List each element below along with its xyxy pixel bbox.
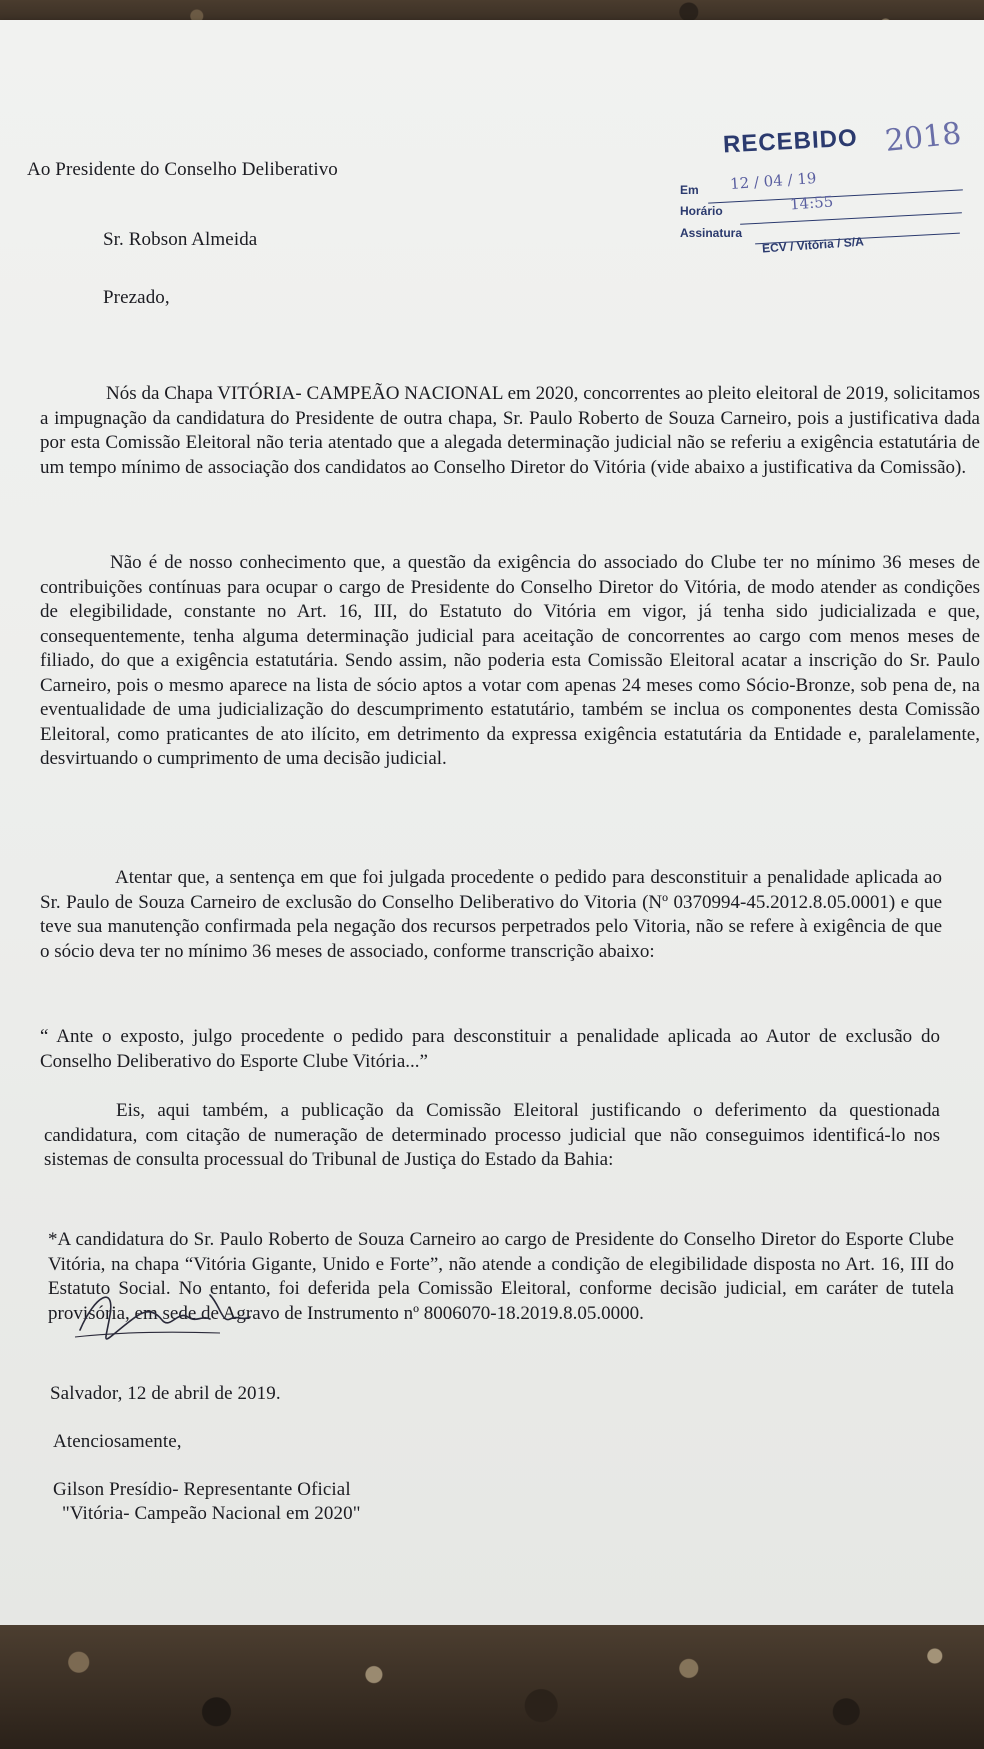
paragraph-1: Nós da Chapa VITÓRIA- CAMPEÃO NACIONAL em 2020, concorrentes ao pleito eleitoral de 2019, solicitamos a impugnação da candidatura do Presidente de outra chapa, Sr. Paulo Roberto de Souza Carneiro, pois a justificativa dada por esta Comissão Eleitoral não teria atentado que a alegada determinação judicial não se referiu a exigência estatutária de um tempo mínimo de associação dos candidatos ao Conselho Diretor do Vitória (vide abaixo a justificativa da Comissão). [40, 383, 980, 478]
stamp-footer: ECV / Vitória / S/A [761, 234, 865, 256]
signer-chapa: "Vitória- Campeão Nacional em 2020" [62, 1503, 361, 1524]
paragraph-3: Atentar que, a sentença em que foi julgada procedente o pedido para desconstituir a penalidade aplicada ao Sr. Paulo de Souza Carneiro de exclusão do Conselho Deliberativo do Vitoria (Nº 0370994-45.2012.8.05.0001) e que teve sua manutenção confirmada pela negação dos recursos perpetrados pelo Vitoria, não se refere à exigência de que o sócio deva ter no mínimo 36 meses de associado, conforme transcrição abaixo: [40, 867, 942, 962]
stamp-date-label: Em [680, 183, 699, 197]
stamp-time-value: 14:55 [789, 192, 834, 214]
handwritten-signature [70, 1275, 280, 1350]
closing: Atenciosamente, [53, 1431, 182, 1452]
stamp-time-label: Horário [680, 204, 723, 218]
stamp-time-line [740, 212, 962, 225]
received-stamp [680, 116, 970, 280]
stamp-handwritten-year: 2018 [883, 116, 963, 159]
stamp-date-value: 12 / 04 / 19 [729, 169, 817, 193]
paragraph-2: Não é de nosso conhecimento que, a questão da exigência do associado do Clube ter no mínimo 36 meses de contribuições contínuas para ocupar o cargo de Presidente do Conselho Diretor do Vitória, de modo atender as condições de elegibilidade, constante no Art. 16, III, do Estatuto do Vitória em vigor, já tenha sido judicializada e que, consequentemente, tenha alguma determinação judicial para aceitação de concorrentes ao cargo com menos meses de filiado, do que a exigência estatutária. Sendo assim, não poderia esta Comissão Eleitoral acatar a inscrição do Sr. Paulo Carneiro, pois o mesmo aparece na lista de sócio aptos a votar com apenas 24 meses como Sócio-Bronze, sob pena de, na eventualidade de uma judicialização do descumprimento estatutário, também se inclua os componentes desta Comissão Eleitoral, como praticantes de ato ilícito, em detrimento da expressa exigência estatutária da Entidade e, paralelamente, desvirtuando o cumprimento de uma decisão judicial. [40, 552, 980, 769]
paragraph-4: Eis, aqui também, a publicação da Comissão Eleitoral justificando o deferimento da questionada candidatura, com citação de numeração de determinado processo judicial que não conseguimos identificá-lo nos sistemas de consulta processual do Tribunal de Justiça do Estado da Bahia: [44, 1100, 940, 1170]
greeting: Prezado, [103, 287, 170, 308]
recipient-name: Sr. Robson Almeida [103, 229, 258, 250]
signer-name: Gilson Presídio- Representante Oficial [53, 1479, 351, 1500]
recipient-title: Ao Presidente do Conselho Deliberativo [27, 159, 338, 180]
quoted-sentence: “ Ante o exposto, julgo procedente o pedido para desconstituir a penalidade aplicada ao Autor de exclusão do Conselho Deliberativo do Esporte Clube Vitória...” [40, 1026, 940, 1072]
commission-justification: *A candidatura do Sr. Paulo Roberto de Souza Carneiro ao cargo de Presidente do Conselho Diretor do Esporte Clube Vitória, na chapa “Vitória Gigante, Unido e Forte”, não atende a condição de elegibilidade disposta no Art. 16, III do Estatuto Social. No entanto, foi deferida pela Comissão Eleitoral, conforme decisão judicial, em caráter de tutela provisória, em sede de Agravo de Instrumento nº 8006070-18.2019.8.05.0000. [48, 1229, 954, 1324]
letter-page [0, 20, 984, 1632]
stamp-title: RECEBIDO [722, 124, 859, 159]
stamp-signature-label: Assinatura [680, 226, 743, 240]
countertop-background-bottom [0, 1625, 984, 1749]
place-date: Salvador, 12 de abril de 2019. [50, 1383, 281, 1404]
